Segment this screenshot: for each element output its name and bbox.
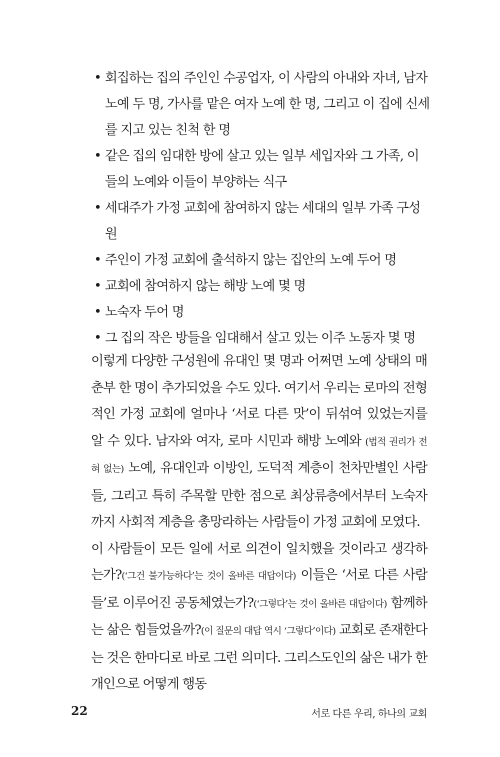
bullet-list xyxy=(94,66,430,352)
body-text xyxy=(71,349,427,699)
list-item: • 교회에 참여하지 않는 해방 노예 몇 명 xyxy=(94,274,430,300)
paragraph-1: 이렇게 다양한 구성원에 유대인 몇 명과 어쩌면 노예 상태의 매춘부 한 명이 추가되었을 수도 있다. 여기서 우리는 로마의 전형적인 가정 교회에 얼마나 ‘서로 다른 맛’이 뒤섞여 있었는지를 알 수 있다. 남자와 여자, 로마 시민과 해방 노예와 (법적 권리가 전혀 없는) 노예, 유대인과 이방인, 도덕적 계층이 천차만별인 사람들, 그리고 특히 주목할 만한 점으로 최상류층에서부터 노숙자까지 사회적 계층을 총망라하는 사람들이 가정 교회에 모였다. xyxy=(91,354,427,530)
list-item: • 같은 집의 임대한 방에 살고 있는 일부 세입자와 그 가족, 이들의 노예와 이들이 부양하는 식구 xyxy=(94,144,430,196)
bullet-icon: • xyxy=(94,253,102,268)
list-item: • 주인이 가정 교회에 출석하지 않는 집안의 노예 두어 명 xyxy=(94,248,430,274)
legal-note: (법적 권리가 전혀 없는) xyxy=(91,436,427,475)
list-item: • 그 집의 작은 방들을 임대해서 살고 있는 이주 노동자 몇 명 xyxy=(94,326,430,352)
bullet-icon: • xyxy=(94,71,102,86)
running-title: 서로 다른 우리, 하나의 교회 xyxy=(311,709,427,720)
list-item: • 노숙자 두어 명 xyxy=(94,300,430,326)
page-number: 22 xyxy=(71,704,88,718)
list-item: • 회집하는 집의 주인인 수공업자, 이 사람의 아내와 자녀, 남자 노예 두 명, 가사를 맡은 여자 노예 한 명, 그리고 이 집에 신세를 지고 있는 친척 한 명 xyxy=(94,66,430,144)
answer-note-1: (‘그건 불가능하다’는 것이 올바른 대답이다) xyxy=(121,571,296,582)
bullet-icon: • xyxy=(94,331,102,346)
answer-note-3: (이 질문의 대답 역시 ‘그렇다’이다) xyxy=(200,626,336,637)
bullet-icon: • xyxy=(94,149,102,164)
bullet-icon: • xyxy=(94,305,102,320)
bullet-icon: • xyxy=(94,201,102,216)
paragraph-2: 이 사람들이 모든 일에 서로 의견이 일치했을 것이라고 생각하는가?(‘그건 불가능하다’는 것이 올바른 대답이다) 이들은 ‘서로 다른 사람들’로 이루어진 공동체였는가?(‘그렇다’는 것이 올바른 대답이다) 함께하는 삶은 힘들었을까?(이 질문의 대답 역시 ‘그렇다’이다) 교회로 존재한다는 것은 한마디로 바로 그런 의미다. 그리스도인의 삶은 내가 한 개인으로 어떻게 행동 xyxy=(91,541,428,692)
answer-note-2: (‘그렇다’는 것이 올바른 대답이다) xyxy=(253,598,387,610)
bullet-icon: • xyxy=(94,279,102,294)
list-item: • 세대주가 가정 교회에 참여하지 않는 세대의 일부 가족 구성원 xyxy=(94,196,430,248)
